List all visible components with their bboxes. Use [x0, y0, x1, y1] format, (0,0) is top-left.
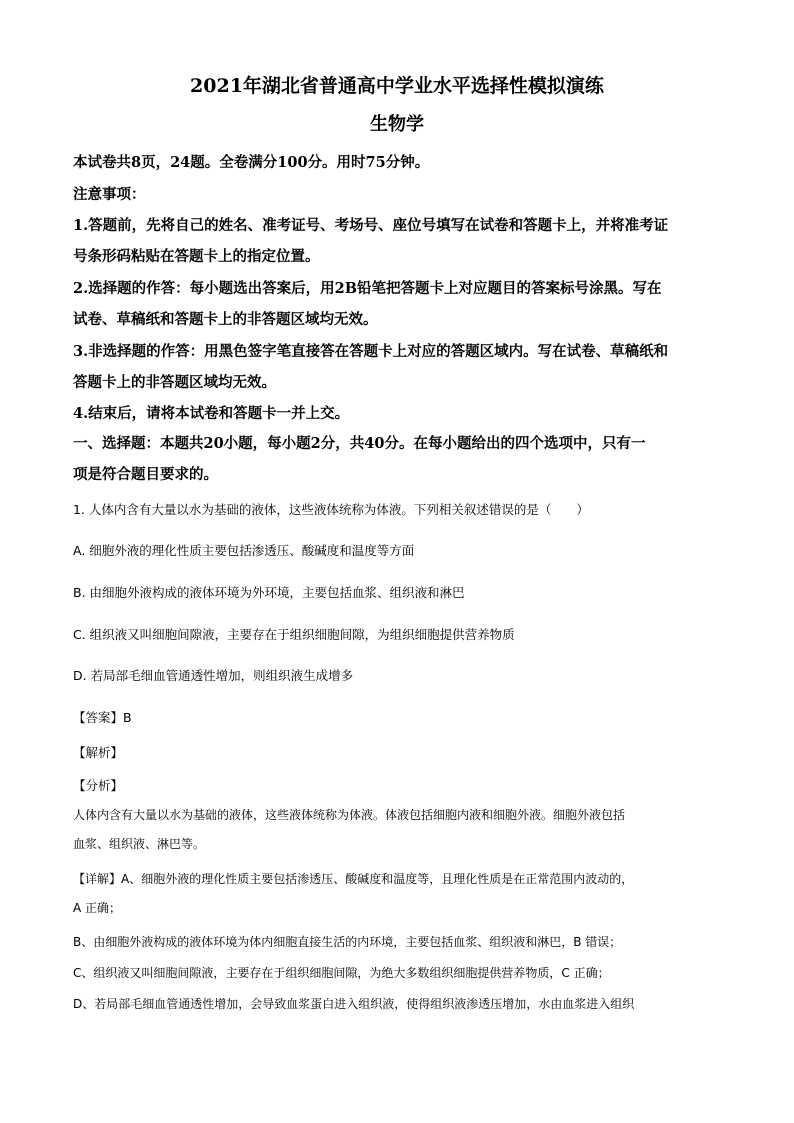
question-stem: 1. 人体内含有大量以水为基础的液体，这些液体统称为体液。下列相关叙述错误的是（ ）: [73, 502, 589, 517]
answer-label: 【答案】B: [73, 710, 132, 725]
exam-summary: 本试卷共8页，24题。全卷满分100分。用时75分钟。: [73, 154, 430, 171]
option-c: C. 组织液又叫细胞间隙液，主要存在于组织细胞间隙，为组织细胞提供营养物质: [73, 627, 515, 642]
notice-item-3-line-1: 3.非选择题的作答：用黑色签字笔直接答在答题卡上对应的答题区域内。写在试卷、草稿纸和: [73, 343, 669, 360]
analysis-line-1: 人体内含有大量以水为基础的液体，这些液体统称为体液。体液包括细胞内液和细胞外液。细胞外液包括: [73, 808, 626, 822]
notice-item-2-line-1: 2.选择题的作答：每小题选出答案后，用2B铅笔把答题卡上对应题目的答案标号涂黑。写在: [73, 280, 662, 297]
detail-line-3: B、由细胞外液构成的液体环境为体内细胞直接生活的内环境，主要包括血浆、组织液和淋巴，B 错误；: [73, 935, 622, 949]
option-d: D. 若局部毛细血管通透性增加，则组织液生成增多: [73, 668, 354, 683]
section-heading-line-1: 一、选择题：本题共20小题，每小题2分，共40分。在每小题给出的四个选项中，只有一: [73, 435, 646, 452]
notice-item-2-line-2: 试卷、草稿纸和答题卡上的非答题区域均无效。: [73, 311, 378, 328]
detail-line-4: C、组织液又叫细胞间隙液，主要存在于组织细胞间隙，为绝大多数组织细胞提供营养物质，C 正确；: [73, 966, 610, 980]
explanation-label: 【解析】: [73, 745, 124, 760]
notice-item-4: 4.结束后，请将本试卷和答题卡一并上交。: [73, 405, 350, 422]
notice-item-3-line-2: 答题卡上的非答题区域均无效。: [73, 374, 276, 391]
notice-item-1-line-2: 号条形码粘贴在答题卡上的指定位置。: [73, 248, 320, 265]
section-heading-line-2: 项是符合题目要求的。: [73, 466, 218, 483]
notice-heading: 注意事项：: [73, 186, 146, 203]
subject-title: 生物学: [370, 114, 424, 135]
option-b: B. 由细胞外液构成的液体环境为外环境，主要包括血浆、组织液和淋巴: [73, 585, 465, 600]
detail-line-2: A 正确；: [73, 901, 122, 915]
analysis-label: 【分析】: [73, 778, 124, 793]
notice-item-1-line-1: 1.答题前，先将自己的姓名、准考证号、考场号、座位号填写在试卷和答题卡上，并将准考证: [73, 217, 669, 234]
detail-line-1: 【详解】A、细胞外液的理化性质主要包括渗透压、酸碱度和温度等，且理化性质是在正常范围内波动的，: [73, 872, 634, 886]
exam-title: 2021年湖北省普通高中学业水平选择性模拟演练: [190, 75, 604, 97]
detail-line-5: D、若局部毛细血管通透性增加，会导致血浆蛋白进入组织液，使得组织液渗透压增加，水由血浆进入组织: [73, 997, 635, 1011]
option-a: A. 细胞外液的理化性质主要包括渗透压、酸碱度和温度等方面: [73, 543, 415, 558]
analysis-line-2: 血浆、组织液、淋巴等。: [73, 837, 206, 851]
